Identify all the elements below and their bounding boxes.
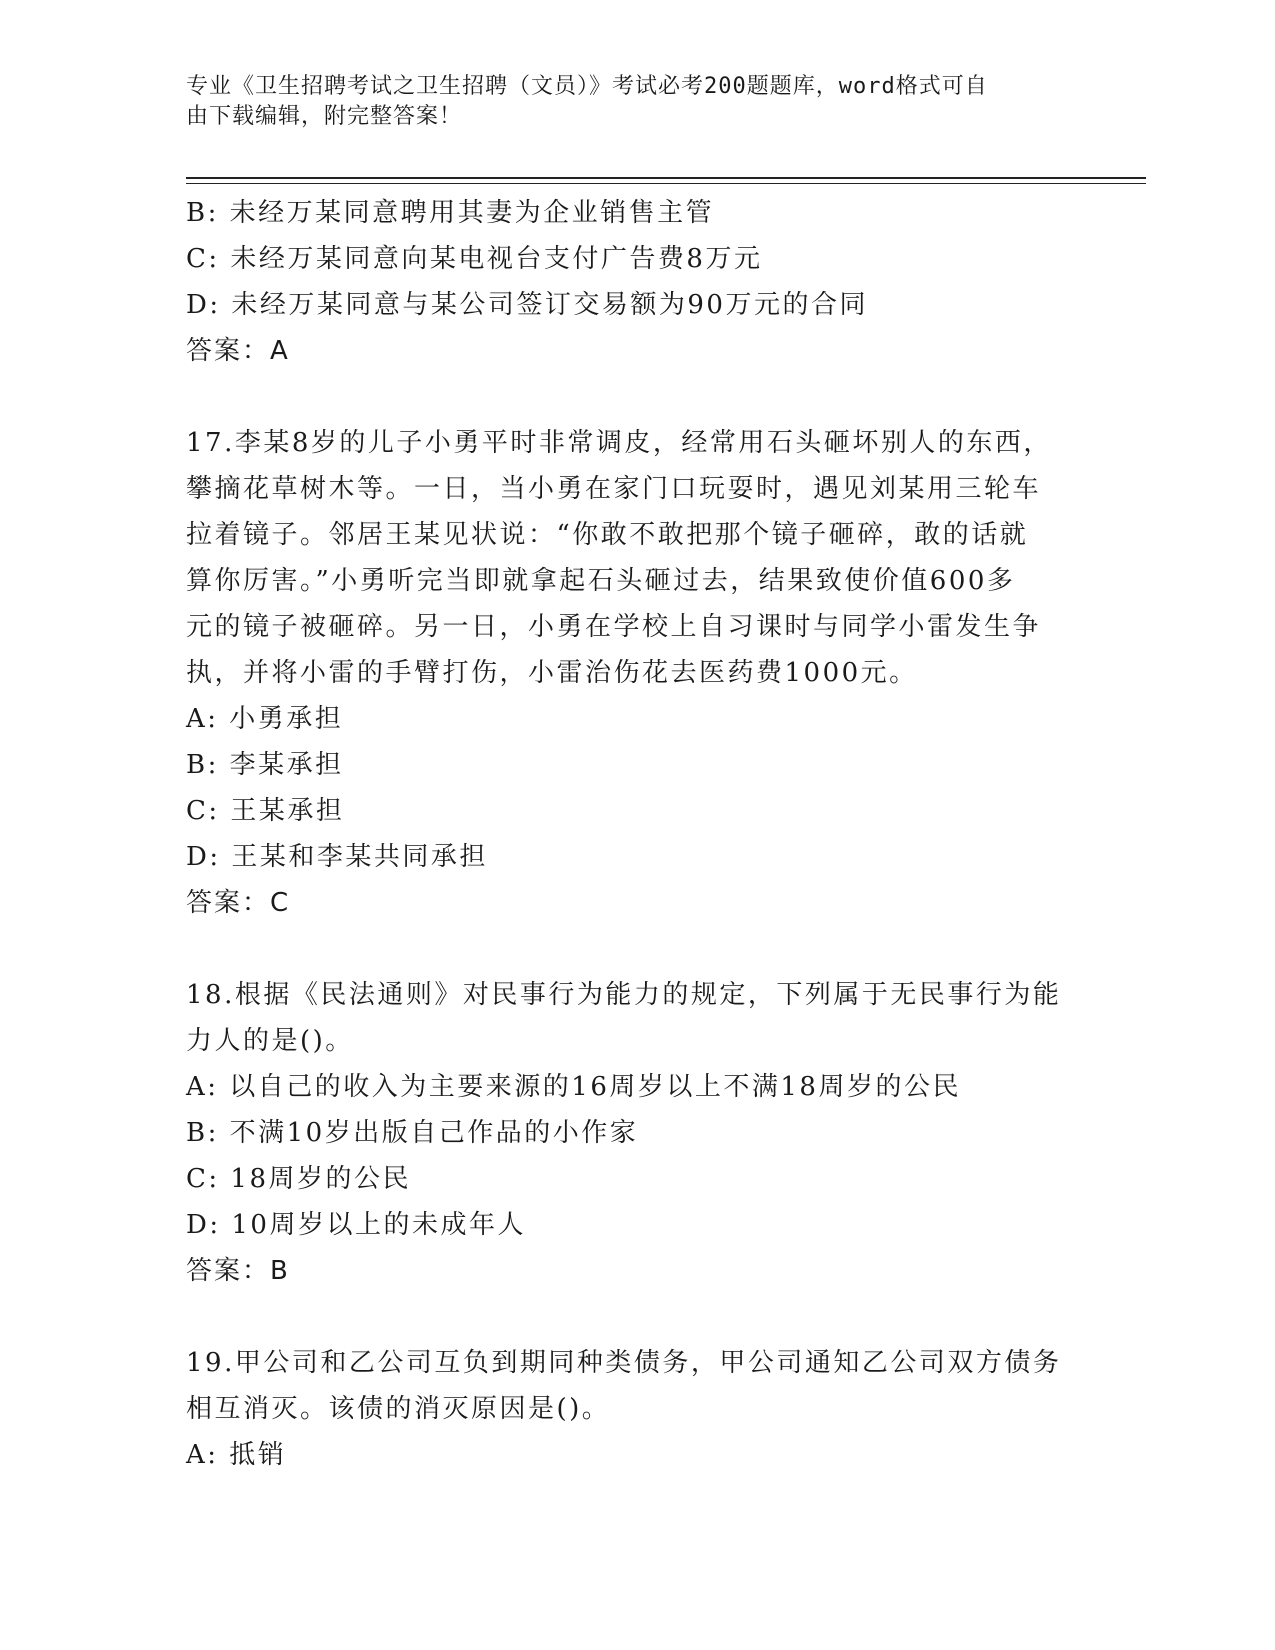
header-line-2: 由下载编辑，附完整答案！ bbox=[186, 104, 463, 129]
option-line: B: 不满10岁出版自己作品的小作家 bbox=[186, 1118, 639, 1148]
question-text-line: 算你厉害。”小勇听完当即就拿起石头砸过去，结果致使价值600多 bbox=[186, 566, 1016, 596]
question-text-line: 17.李某8岁的儿子小勇平时非常调皮，经常用石头砸坏别人的东西， bbox=[186, 428, 1052, 458]
answer-line: 答案：B bbox=[186, 1256, 290, 1286]
question-17 bbox=[186, 420, 1086, 926]
option-line: A: 抵销 bbox=[186, 1440, 287, 1470]
question-19 bbox=[186, 1340, 1086, 1478]
option-line: D: 王某和李某共同承担 bbox=[186, 842, 488, 872]
option-line: A: 以自己的收入为主要来源的16周岁以上不满18周岁的公民 bbox=[186, 1072, 961, 1102]
header-divider-thick bbox=[186, 177, 1146, 179]
header-divider-thin bbox=[186, 183, 1146, 184]
question-text-line: 攀摘花草树木等。一日，当小勇在家门口玩耍时，遇见刘某用三轮车 bbox=[186, 474, 1042, 504]
answer-line: 答案：C bbox=[186, 888, 291, 918]
option-line: A: 小勇承担 bbox=[186, 704, 344, 734]
option-line: C: 18周岁的公民 bbox=[186, 1164, 412, 1194]
question-list bbox=[186, 190, 1086, 1478]
question-text-line: 拉着镜子。邻居王某见状说：“你敢不敢把那个镜子砸碎，敢的话就 bbox=[186, 520, 1029, 550]
question-text-line: 力人的是()。 bbox=[186, 1026, 354, 1056]
document-header bbox=[186, 72, 1066, 132]
question-text-line: 19.甲公司和乙公司互负到期同种类债务，甲公司通知乙公司双方债务 bbox=[186, 1348, 1062, 1378]
answer-line: 答案：A bbox=[186, 336, 290, 366]
option-line: D: 未经万某同意与某公司签订交易额为90万元的合同 bbox=[186, 290, 868, 320]
question-text-line: 执，并将小雷的手臂打伤，小雷治伤花去医药费1000元。 bbox=[186, 658, 918, 688]
option-line: D: 10周岁以上的未成年人 bbox=[186, 1210, 526, 1240]
option-line: B: 李某承担 bbox=[186, 750, 344, 780]
option-line: C: 王某承担 bbox=[186, 796, 345, 826]
question-text-line: 18.根据《民法通则》对民事行为能力的规定，下列属于无民事行为能 bbox=[186, 980, 1062, 1010]
question-18 bbox=[186, 972, 1086, 1294]
option-line: B: 未经万某同意聘用其妻为企业销售主管 bbox=[186, 198, 715, 228]
header-line-1: 专业《卫生招聘考试之卫生招聘（文员）》考试必考200题题库，word格式可自 bbox=[186, 74, 988, 99]
previous-question bbox=[186, 190, 1086, 374]
option-line: C: 未经万某同意向某电视台支付广告费8万元 bbox=[186, 244, 763, 274]
question-text-line: 元的镜子被砸碎。另一日，小勇在学校上自习课时与同学小雷发生争 bbox=[186, 612, 1042, 642]
question-text-line: 相互消灭。该债的消灭原因是()。 bbox=[186, 1394, 611, 1424]
